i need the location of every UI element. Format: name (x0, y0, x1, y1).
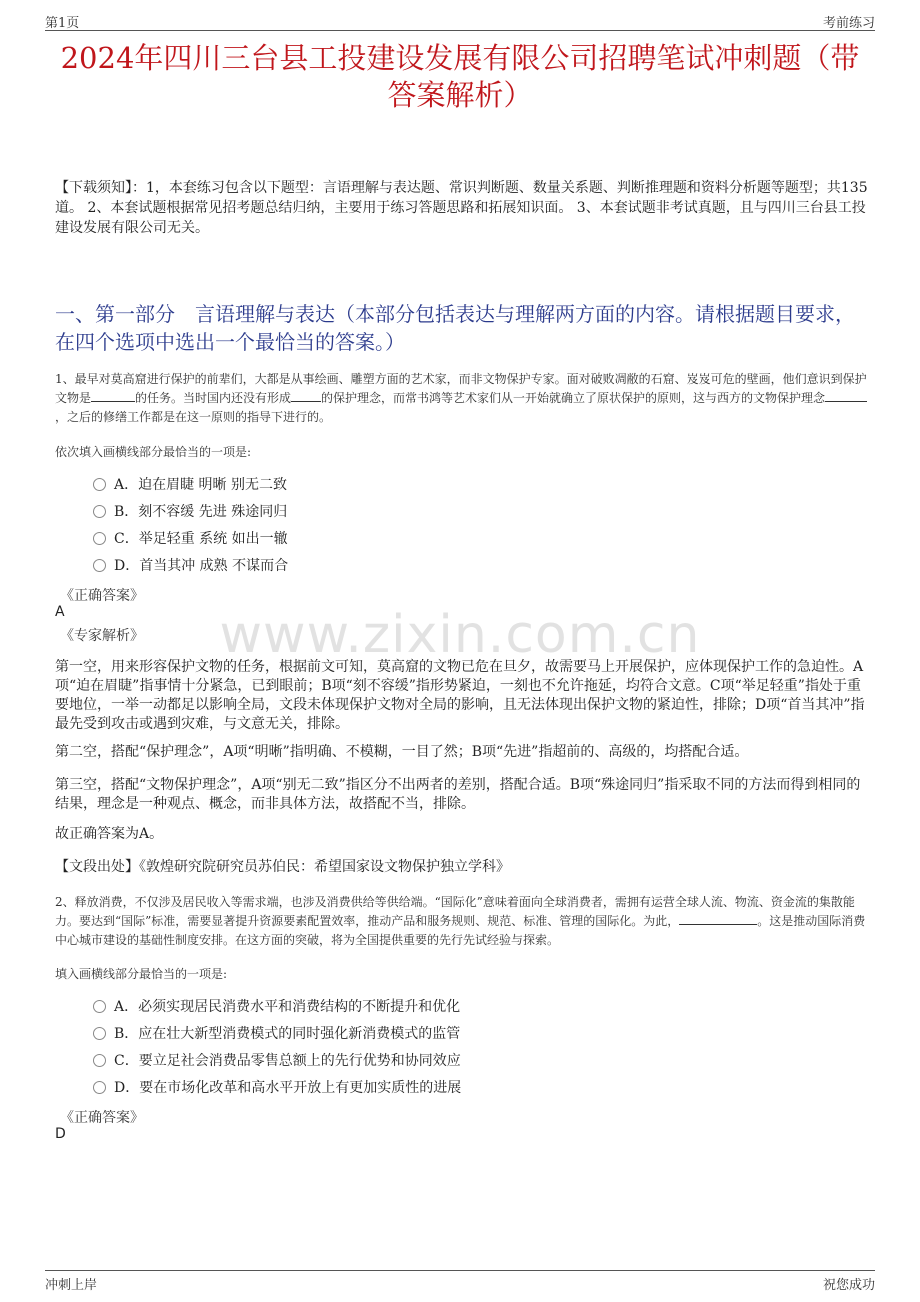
radio-icon[interactable] (93, 505, 106, 518)
answer-value: D (55, 1126, 66, 1142)
question-1-text-part: 的任务。当时国内还没有形成 (135, 391, 292, 405)
analysis-label: 《专家解析》 (60, 628, 144, 644)
question-1-text-part: 的保护理念，而常书鸿等艺术家们从一开始就确立了原状保护的原则，这与西方的文物保护理念 (321, 391, 826, 405)
page-footer (45, 1270, 875, 1291)
radio-icon[interactable] (93, 1054, 106, 1067)
option-a[interactable] (93, 472, 288, 499)
fill-blank (291, 389, 321, 402)
answer-label: 《正确答案》 (60, 588, 144, 604)
option-label: C．举足轻重 系统 如出一辙 (114, 531, 288, 547)
option-label: B．刻不容缓 先进 殊途同归 (114, 504, 288, 520)
option-label: D．首当其冲 成熟 不谋而合 (114, 558, 289, 574)
answer-label: 《正确答案》 (60, 1110, 144, 1126)
question-2-prompt: 填入画横线部分最恰当的一项是: (55, 967, 228, 981)
question-2-text (55, 893, 870, 950)
option-d[interactable] (93, 1075, 461, 1102)
analysis-paragraph: 第二空，搭配“保护理念”，A项“明晰”指明确、不模糊，一目了然；B项“先进”指超前的、高级的，均搭配合适。 (55, 744, 749, 760)
source-citation: 【文段出处】《敦煌研究院研究员苏伯民：希望国家设文物保护独立学科》 (55, 859, 510, 875)
download-notice: 【下载须知】：1，本套练习包含以下题型：言语理解与表达题、常识判断题、数量关系题、判断推理题和资料分析题等题型；共135道。 2、本套试题根据常见招考题总结归纳，主要用于练习答题思路和拓展知识面。 3、本套试题非考试真题，且与四川三台县工投建设发展有限公司无关。 (55, 180, 868, 236)
answer-value: A (55, 604, 65, 620)
analysis-paragraph: 第三空，搭配“文物保护理念”，A项“别无二致”指区分不出两者的差别，搭配合适。B项“殊途同归”指采取不同的方法而得到相同的结果，理念是一种观点、概念，而非具体方法，故搭配不当，排除。 (55, 777, 861, 812)
radio-icon[interactable] (93, 478, 106, 491)
option-c[interactable] (93, 526, 288, 553)
page-number: 第1页 (45, 16, 80, 31)
question-2-text-part: 。这是推动国际消费中心城市建设的基础性制度安排。在这方面的突破，将为全国提供重要的先行先试经验与探索。 (55, 914, 866, 947)
option-c[interactable] (93, 1048, 461, 1075)
page-header (45, 10, 875, 31)
option-b[interactable] (93, 499, 288, 526)
option-label: C．要立足社会消费品零售总额上的先行优势和协同效应 (114, 1053, 461, 1069)
section-title: 一、第一部分 言语理解与表达（本部分包括表达与理解两方面的内容。请根据题目要求，在四个选项中选出一个最恰当的答案。） (55, 302, 855, 354)
radio-icon[interactable] (93, 1081, 106, 1094)
watermark: www.zixin.com.cn (219, 605, 701, 665)
fill-blank (679, 912, 757, 925)
question-1-prompt: 依次填入画横线部分最恰当的一项是: (55, 445, 252, 459)
option-label: D．要在市场化改革和高水平开放上有更加实质性的进展 (114, 1080, 462, 1096)
fill-blank (825, 389, 867, 402)
document-title: 2024年四川三台县工投建设发展有限公司招聘笔试冲刺题（带答案解析） (60, 41, 860, 112)
analysis-paragraph: 第一空，用来形容保护文物的任务，根据前文可知，莫高窟的文物已危在旦夕，故需要马上开展保护，应体现保护工作的急迫性。A项“迫在眉睫”指事情十分紧急，已到眼前；B项“刻不容缓”指形势紧迫，一刻也不允许拖延，均符合文意。C项“举足轻重”指处于重要地位，一举一动都足以影响全局，文段未体现保护文物对全局的影响，且无法体现出保护文物的紧迫性，排除；D项“首当其冲”指最先受到攻击或遇到灾难，与文意无关，排除。 (55, 659, 865, 732)
question-2-text-part: 2、释放消费，不仅涉及居民收入等需求端，也涉及消费供给等供给端。“国际化”意味着面向全球消费者，需拥有运营全球人流、物流、资金流的集散能力。要达到“国际”标准，需要显著提升资源要素配置效率，推动产品和服务规则、规范、标准、管理的国际化。为此， (55, 895, 855, 928)
fill-blank (91, 389, 135, 402)
question-1-text-part: 1、最早对莫高窟进行保护的前辈们，大都是从事绘画、雕塑方面的艺术家，而非文物保护专家。面对破败凋敝的石窟、岌岌可危的壁画，他们意识到保护文物是 (55, 372, 867, 405)
option-label: A．必须实现居民消费水平和消费结构的不断提升和优化 (114, 999, 461, 1015)
option-b[interactable] (93, 1021, 461, 1048)
question-1-options (93, 472, 288, 580)
footer-left-text: 冲刺上岸 (45, 1278, 98, 1293)
option-a[interactable] (93, 994, 461, 1021)
header-tag: 考前练习 (822, 16, 875, 31)
question-1-text (55, 370, 870, 427)
radio-icon[interactable] (93, 532, 106, 545)
question-2-options (93, 994, 461, 1102)
radio-icon[interactable] (93, 1000, 106, 1013)
footer-right-text: 祝您成功 (822, 1278, 875, 1293)
question-1-text-part: ，之后的修缮工作都是在这一原则的指导下进行的。 (55, 410, 332, 424)
option-label: A．迫在眉睫 明晰 别无二致 (114, 477, 288, 493)
analysis-conclusion: 故正确答案为A。 (55, 826, 164, 842)
option-d[interactable] (93, 553, 288, 580)
radio-icon[interactable] (93, 1027, 106, 1040)
radio-icon[interactable] (93, 559, 106, 572)
option-label: B．应在壮大新型消费模式的同时强化新消费模式的监管 (114, 1026, 461, 1042)
